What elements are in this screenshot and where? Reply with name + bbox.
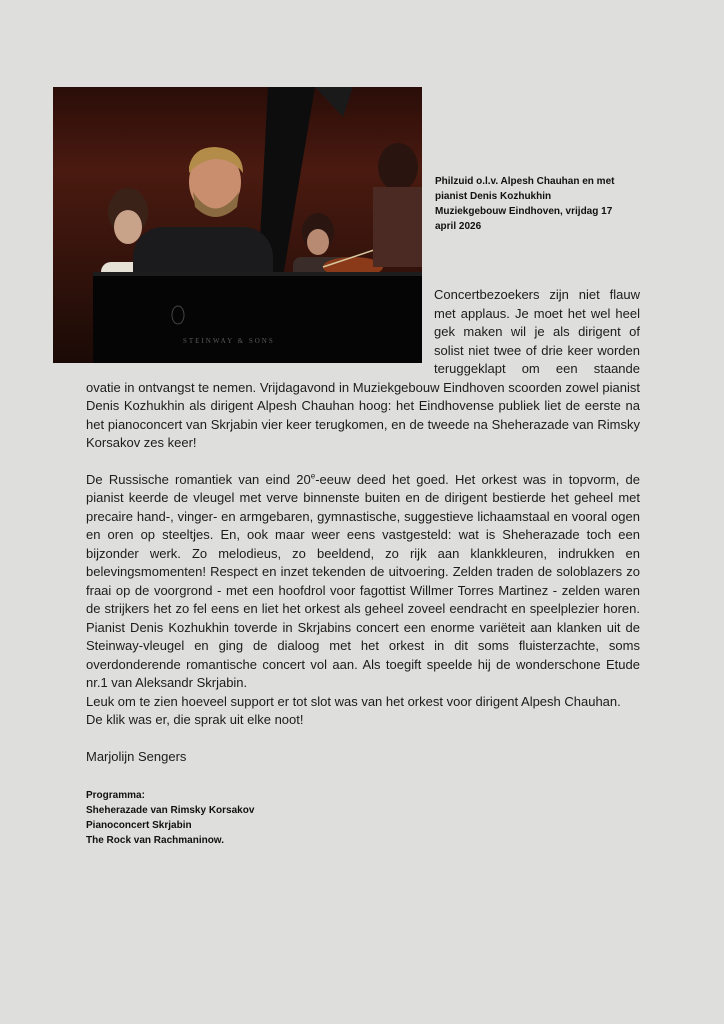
article-body	[86, 286, 640, 848]
caption-line: Philzuid o.l.v. Alpesh Chauhan en met	[435, 176, 615, 187]
superscript-e: e	[310, 471, 316, 481]
program-list	[86, 788, 640, 848]
paragraph-closing: Leuk om te zien hoeveel support er tot slot was van het orkest voor dirigent Alpesh Chauhan. De klik was er, die sprak uit elke noot!	[86, 693, 621, 727]
piano-brand-text: STEINWAY & SONS	[183, 337, 275, 345]
paragraph-review-rest: -eeuw deed het goed. Het orkest was in topvorm, de pianist keerde de vleugel met verve binnenste buiten en de dirigent bestierde het geheel met precaire hand-, vinger- en armgebaren, gymnastische, suggestieve lichaamstaal en vooral ogen en oren op steeltjes. En, ook maar weer eens vastgesteld: wat is Sheherazade toch een bijzonder werk. Zo melodieus, zo beeldend, zo rijk aan klankkleuren, indrukken en belevingsmomenten! Respect en inzet tekenden de uitvoering. Zelden traden de soloblazers zo fraai op de voorgrond - met een hoofdrol voor fagottist Willmer Torres Martinez - zelden waren de strijkers het zo fel eens en liet het orkest als geheel zoveel eendracht en speelplezier horen. Pianist Denis Kozhukhin toverde in Skrjabins concert een enorme variëteit aan klanken uit de Steinway-vleugel en ging de dialoog met het orkest in dit soms fluisterzachte, soms overdonderende romantische concert vol aan. Als toegift speelde hij de wonderschone Etude nr.1 van Aleksandr Skrjabin.	[86, 471, 640, 690]
caption-line: april 2026	[435, 221, 482, 232]
caption-line: pianist Denis Kozhukhin	[435, 191, 552, 202]
paragraph-intro: Concertbezoekers zijn niet flauw met applaus. Je moet het wel heel gek maken wil je als dirigent of solist niet twee of drie keer worden teruggeklapt om een staande ovatie in ontvangst te nemen. Vrijdagavond in Muziekgebouw Eindhoven scoorden zowel pianist Denis Kozhukhin als dirigent Alpesh Chauhan hoog: het Eindhovense publiek liet de eerste na het pianoconcert van Skrjabin vier keer terugkomen, en de tweede na Sheherazade van Rimsky Korsakov zes keer!	[86, 287, 640, 450]
program-item: The Rock van Rachmaninow.	[86, 835, 224, 846]
program-item: Pianoconcert Skrjabin	[86, 820, 192, 831]
paragraph-review	[86, 471, 640, 693]
paragraph-review-start: De Russische romantiek van eind 20	[86, 471, 311, 487]
photo-caption	[435, 174, 635, 234]
program-heading: Programma:	[86, 790, 145, 801]
program-item: Sheherazade van Rimsky Korsakov	[86, 805, 255, 816]
image-float-spacer	[86, 286, 434, 378]
caption-line: Muziekgebouw Eindhoven, vrijdag 17	[435, 206, 613, 217]
author-name: Marjolijn Sengers	[86, 748, 187, 764]
